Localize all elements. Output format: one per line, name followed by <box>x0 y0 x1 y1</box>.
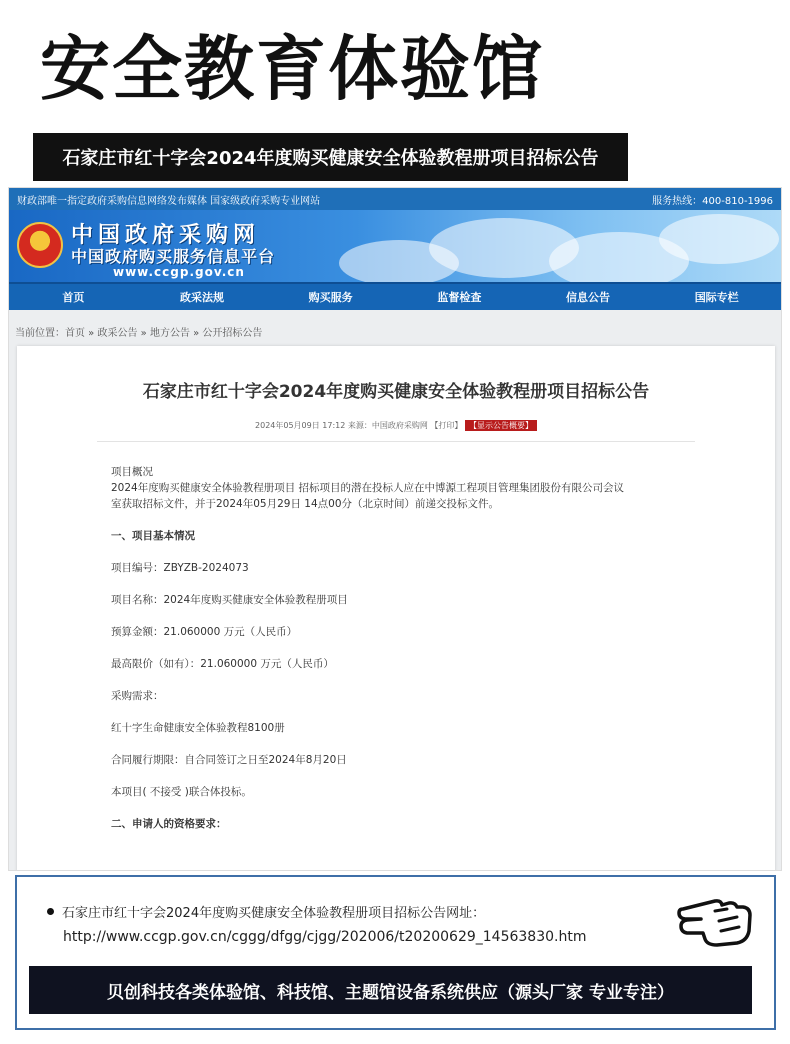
requirement-label: 采购需求： <box>111 690 164 702</box>
poster-subtitle-banner: 石家庄市红十字会2024年度购买健康安全体验教程册项目招标公告 <box>33 133 628 181</box>
nav-item-purchase-services[interactable]: 购买服务 <box>308 291 353 304</box>
nav-item-home[interactable]: 首页 <box>62 291 85 304</box>
site-logo-url: www.ccgp.gov.cn <box>113 265 245 279</box>
section-basic-info: 一、项目基本情况 <box>111 530 195 542</box>
site-topbar <box>9 188 781 210</box>
site-header <box>9 210 781 282</box>
poster-title: 安全教育体验馆 <box>40 28 544 110</box>
overview-label: 项目概况 <box>111 466 153 478</box>
contract-period: 合同履行期限：自合同签订之日至2024年8月20日 <box>111 754 347 766</box>
article-meta-text: 2024年05月09日 17:12 来源：中国政府采购网 【打印】 <box>255 421 463 430</box>
national-emblem-icon <box>17 222 63 268</box>
url-label-text: 石家庄市红十字会2024年度购买健康安全体验教程册项目招标公告网址： <box>62 906 486 921</box>
company-banner: 贝创科技各类体验馆、科技馆、主题馆设备系统供应（源头厂家 专业专注） <box>29 966 752 1014</box>
show-summary-button[interactable]: 【显示公告概要】 <box>465 420 537 431</box>
project-name: 项目名称：2024年度购买健康安全体验教程册项目 <box>111 594 348 606</box>
max-price: 最高限价（如有）：21.060000 万元（人民币） <box>111 658 334 670</box>
website-screenshot <box>8 187 782 871</box>
nav-item-regulations[interactable]: 政采法规 <box>180 291 224 304</box>
article-body <box>17 442 707 832</box>
main-nav <box>9 282 781 310</box>
topbar-hotline: 服务热线：400-810-1996 <box>652 195 773 207</box>
budget-amount: 预算金额：21.060000 万元（人民币） <box>111 626 298 638</box>
announcement-article <box>17 346 775 871</box>
nav-item-international[interactable]: 国际专栏 <box>694 291 739 304</box>
consortium-note: 本项目( 不接受 )联合体投标。 <box>111 786 252 798</box>
announcement-url-link[interactable]: http://www.ccgp.gov.cn/cggg/dfgg/cjgg/202006/t20200629_14563830.htm <box>63 929 587 945</box>
bottom-info-box <box>15 875 776 1030</box>
article-title: 石家庄市红十字会2024年度购买健康安全体验教程册项目招标公告 <box>142 382 650 402</box>
url-label <box>47 902 485 921</box>
overview-line-1: 2024年度购买健康安全体验教程册项目 招标项目的潜在投标人应在中博源工程项目管理集团股份有限公司会议 <box>111 482 625 494</box>
bullet-icon <box>47 908 54 915</box>
site-logo-name[interactable]: 中国政府采购网 <box>71 223 261 248</box>
topbar-slogan: 财政部唯一指定政府采购信息网络发布媒体 国家级政府采购专业网站 <box>17 195 321 207</box>
project-number: 项目编号：ZBYZB-2024073 <box>111 562 249 574</box>
overview-line-2: 室获取招标文件，并于2024年05月29日 14点00分（北京时间）前递交投标文件。 <box>111 498 500 510</box>
site-logo-subtitle: 中国政府购买服务信息平台 <box>71 247 276 266</box>
nav-item-supervision[interactable]: 监督检查 <box>437 291 482 304</box>
nav-item-announcements[interactable]: 信息公告 <box>566 291 611 304</box>
section-qualifications: 二、申请人的资格要求： <box>111 818 227 830</box>
requirement-text: 红十字生命健康安全体验教程8100册 <box>111 722 285 734</box>
pointing-hand-icon <box>677 887 757 949</box>
article-meta <box>17 420 775 431</box>
breadcrumb[interactable]: 当前位置：首页 » 政采公告 » 地方公告 » 公开招标公告 <box>15 328 263 339</box>
